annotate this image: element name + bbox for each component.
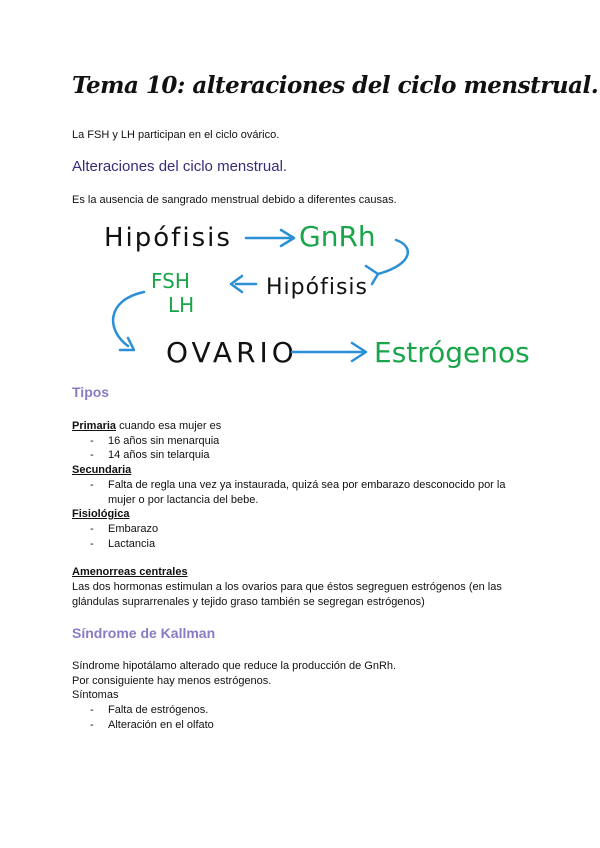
kallman-line-3: Síntomas [72, 689, 119, 701]
diagram-label-lh: LH [168, 293, 195, 317]
diagram-label-fsh: FSH [151, 269, 190, 293]
diagram-label-estrogenos: Estrógenos [374, 336, 530, 369]
list-item-continuation: mujer o por lactancia del bebe. [108, 494, 259, 506]
arrow-ovario-to-estrogenos-icon [292, 343, 366, 361]
list-item: - Alteración en el olfato [90, 719, 214, 731]
diagram-label-ovario: OVARIO [166, 336, 298, 369]
kallman-line-1: Síndrome hipotálamo alterado que reduce la producción de GnRh. [72, 660, 397, 672]
list-item: - Falta de estrógenos. [90, 704, 209, 716]
amenorreas-line-1: Las dos hormonas estimulan a los ovarios para que éstos segreguen estrógenos (en las [72, 581, 502, 593]
page-title: Tema 10: alteraciones del ciclo menstrual. [72, 72, 599, 99]
amenorreas-line-2: glándulas suprarrenales y tejido graso también se segregan estrógenos) [72, 596, 425, 608]
list-item: - 14 años sin telarquia [90, 449, 210, 461]
tipo-fisiologica-label: Fisiológica [72, 508, 130, 520]
section-text-alteraciones: Es la ausencia de sangrado menstrual debido a diferentes causas. [72, 194, 397, 206]
arrow-fsh-to-ovario-icon [113, 292, 144, 350]
amenorreas-label: Amenorreas centrales [72, 566, 188, 578]
list-item: - 16 años sin menarquia [90, 435, 220, 447]
list-item: - Lactancia [90, 538, 156, 550]
hormone-flow-diagram [96, 212, 556, 387]
section-heading-alteraciones: Alteraciones del ciclo menstrual. [72, 158, 288, 175]
list-item: - Embarazo [90, 523, 159, 535]
tipo-primaria-text: cuando esa mujer es [116, 420, 222, 432]
tipo-primaria [72, 419, 221, 433]
section-heading-tipos: Tipos [72, 384, 110, 400]
diagram-label-hipofisis: Hipófisis [104, 223, 232, 253]
section-heading-kallman: Síndrome de Kallman [72, 625, 216, 641]
arrow-hipofisis-to-gnrh-icon [246, 230, 294, 246]
arrow-hipofisis-to-fsh-icon [231, 276, 256, 292]
tipo-secundaria-label: Secundaria [72, 464, 132, 476]
kallman-line-2: Por consiguiente hay menos estrógenos. [72, 675, 272, 687]
diagram-label-gnrh: GnRh [299, 220, 376, 253]
list-item: - Falta de regla una vez ya instaurada, quizá sea por embarazo desconocido por la [90, 479, 506, 491]
intro-text: La FSH y LH participan en el ciclo ovárico. [72, 129, 280, 141]
diagram-label-hipofisis-2: Hipófisis [266, 275, 368, 300]
tipo-primaria-label: Primaria [72, 420, 117, 432]
